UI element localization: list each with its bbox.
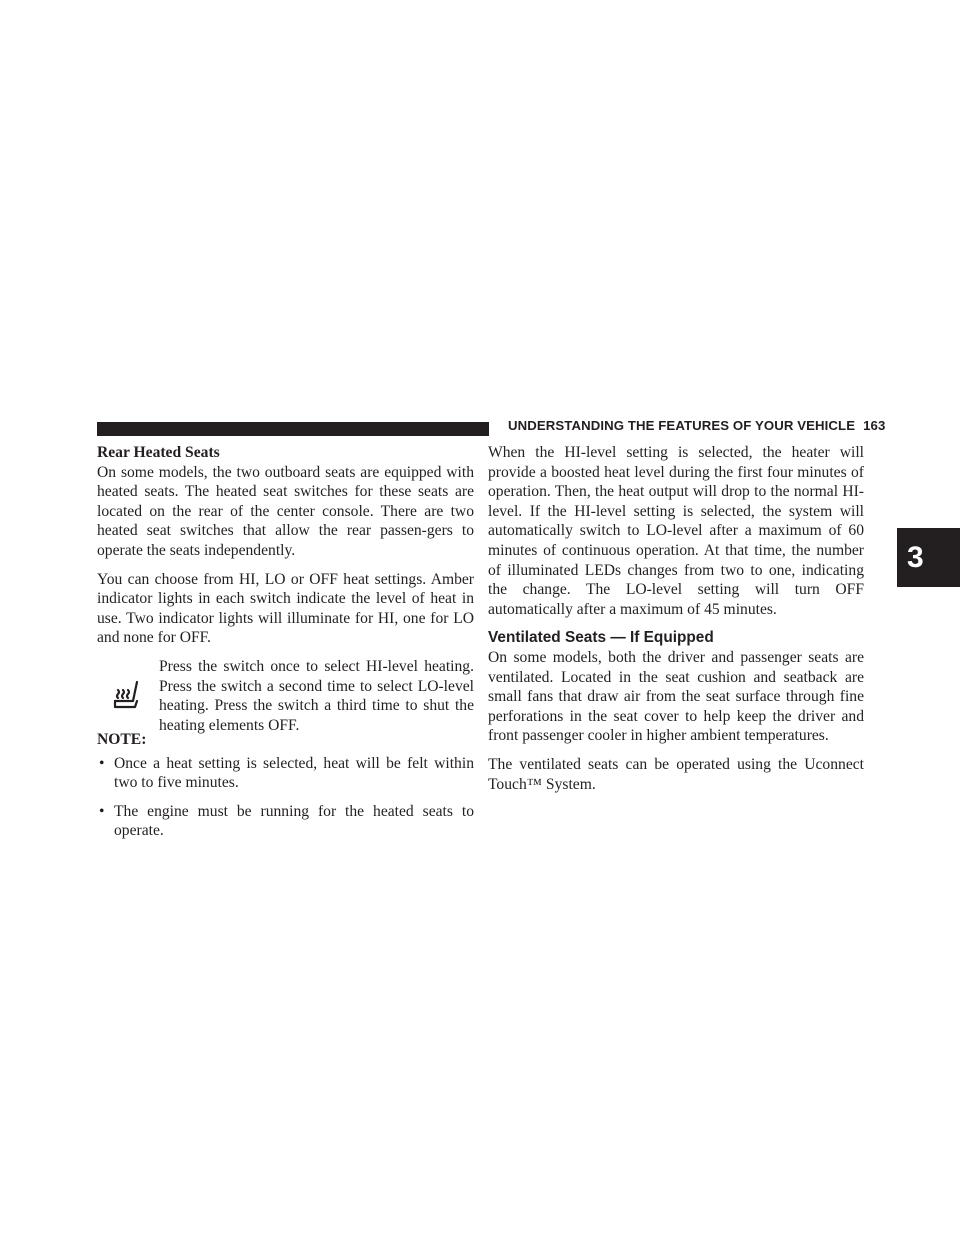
running-header: [508, 418, 885, 433]
bullet-glyph: •: [99, 802, 105, 820]
left-column: [97, 443, 474, 850]
ventilated-seats-heading: Ventilated Seats — If Equipped: [488, 629, 714, 647]
note-list: [97, 754, 474, 841]
rear-heated-seats-heading: Rear Heated Seats: [97, 444, 220, 461]
list-item: [97, 754, 474, 793]
list-item: [97, 802, 474, 841]
section-title: UNDERSTANDING THE FEATURES OF YOUR VEHICLE: [508, 418, 856, 433]
paragraph: On some models, both the driver and passenger seats are ventilated. Located in the seat cushion and seatback are small fans that draw air from the seat surface through fine perforations in the seat cover to help keep the driver and front passenger cooler in higher ambient temperatures.: [488, 648, 864, 745]
icon-description: Press the switch once to select HI-level heating. Press the switch a second time to select LO-level heating. Press the switch a third time to shut the heating elements OFF.: [159, 657, 474, 734]
header-rule: [97, 422, 489, 436]
list-item-text: Once a heat setting is selected, heat will be felt within two to five minutes.: [114, 754, 474, 792]
chapter-tab: 3: [897, 528, 960, 587]
paragraph: The ventilated seats can be operated using the Uconnect Touch™ System.: [488, 755, 864, 793]
note-label: NOTE:: [97, 730, 147, 748]
list-item-text: The engine must be running for the heated seats to operate.: [114, 802, 474, 840]
paragraph: When the HI-level setting is selected, the heater will provide a boosted heat level during the first four minutes of operation. Then, the heat output will drop to the normal HI-level. If the HI-level setting is selected, the system will automatically switch to LO-level after a maximum of 60 minutes of continuous operation. At that time, the number of illuminated LEDs changes from two to one, indicating the change. The LO-level setting will turn OFF automatically after a maximum of 45 minutes.: [488, 444, 864, 618]
bullet-glyph: •: [99, 754, 105, 772]
heated-seat-instruction: [97, 657, 474, 734]
page-number: 163: [863, 418, 886, 433]
paragraph: On some models, the two outboard seats are equipped with heated seats. The heated seat switches for these seats are located on the rear of the center console. There are two heated seat switches that allow the rear passen-gers to operate the seats independently.: [97, 463, 474, 559]
heated-seat-icon: [107, 679, 143, 713]
paragraph: You can choose from HI, LO or OFF heat settings. Amber indicator lights in each switch indicate the level of heat in use. Two indicator lights will illuminate for HI, one for LO and none for OFF.: [97, 570, 474, 647]
right-column: [488, 443, 864, 794]
